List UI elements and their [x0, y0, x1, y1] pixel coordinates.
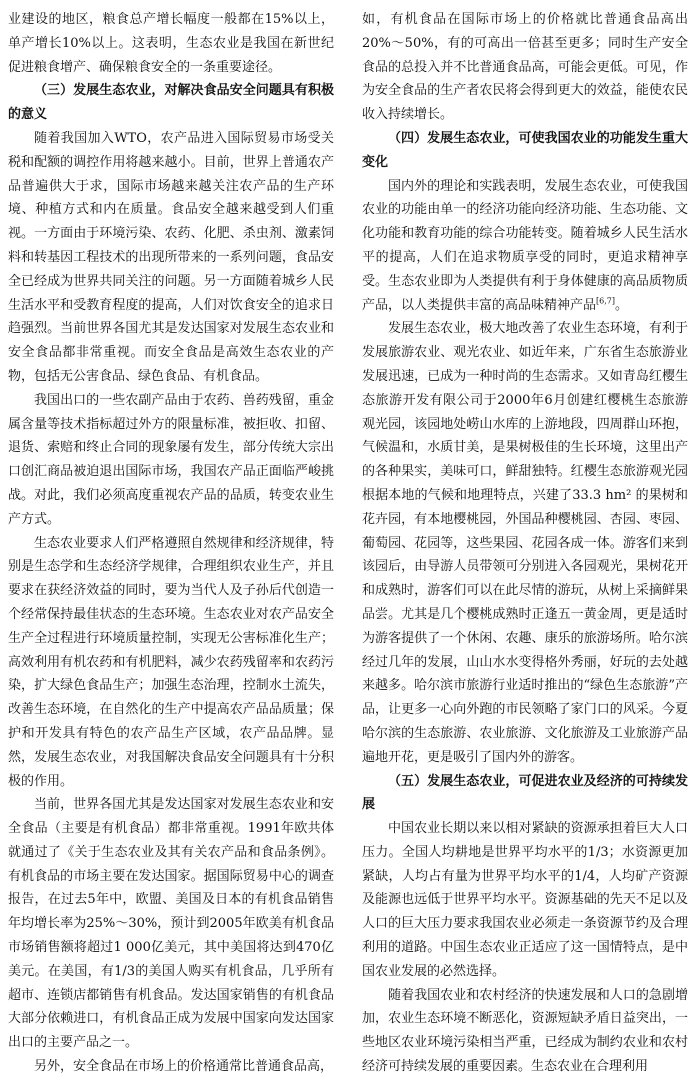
citation-reference: [6,7]	[596, 296, 615, 306]
paragraph	[362, 175, 688, 318]
paragraph: 随着我国加入WTO，农产品进入国际贸易市场受关税和配额的调控作用将越来越小。目前，世界上普通农产品普遍供大于求，国际市场越来越关注农产品的生产环境、种植方式和内在质量。食品安全越来越受到人们重视。一方面由于环境污染、农药、化肥、杀虫剂、激素饲料和转基因工程技术的出现所带来的一系列问题，食品安全已经成为世界共同关注的问题。另一方面随着城乡人民生活水平和受教育程度的提高，人们对饮食安全的追求日趋强烈。当前世界各国尤其是发达国家对发展生态农业和安全食品都非常重视。而安全食品是高效生态农业的产物，包括无公害食品、绿色食品、有机食品。	[8, 130, 334, 384]
paragraph: 我国出口的一些农副产品由于农药、兽药残留，重金属含量等技术指标超过外方的限量标准，被拒收、扣留、退货、索赔和终止合同的现象屡有发生，部分传统大宗出口创汇商品被迫退出国际市场，我国农产品正面临严峻挑战。对此，我们必须高度重视农产品的品质，转变农业生产方式。	[8, 392, 334, 527]
section-heading: （五）发展生态农业，可促进农业及经济的可持续发展	[362, 773, 688, 813]
section-heading: （三）发展生态农业，对解决食品安全问题具有积极的意义	[8, 83, 334, 123]
paragraph: 随着我国农业和农村经济的快速发展和人口的急剧增加，农业生态环境不断恶化，资源短缺矛盾日益突出，一些地区农业环境污染相当严重，已经成为制约农业和农村经济可持续发展的重要因素。生态农业在合理利用	[362, 987, 688, 1075]
paragraph: 另外，安全食品在市场上的价格通常比普通食品高，	[34, 1059, 334, 1075]
paragraph: 中国农业长期以来以相对紧缺的资源承担着巨大人口压力。全国人均耕地是世界平均水平的1/3；水资源更加紧缺，人均占有量为世界平均水平的1/4，人均矿产资源及能源也远低于世界平均水平。资源基础的先天不足以及人口的巨大压力要求我国农业必须走一条资源节约及合理利用的道路。中国生态农业正适应了这一国情特点，是中国农业发展的必然选择。	[362, 821, 688, 979]
paragraph: 如，有机食品在国际市场上的价格就比普通食品高出20%～50%，有的可高出一倍甚至更多；同时生产安全食品的总投入并不比普通食品高，可能会更低。可见，作为安全食品的生产者农民将会得到更大的效益，能使农民收入持续增长。	[362, 12, 688, 123]
left-column	[8, 8, 334, 1075]
paragraph: 发展生态农业，极大地改善了农业生态环境，有利于发展旅游农业、观光农业、如近年来，广东省生态旅游业发展迅速，已成为一种时尚的生态需求。又如青岛红樱生态旅游开发有限公司于2000年6月创建红樱桃生态旅游观光园，该园地处崂山水库的上游地段，四周群山环抱，气候温和，水质甘美，是果树极佳的生长环境，这里出产的各种果实，美味可口，鲜甜独特。红樱生态旅游观光园根据本地的气候和地理特点，兴建了33.3 hm² 的果树和花卉园，有本地樱桃园，外国品种樱桃园、杏园、枣园、葡萄园、花园等，这些果园、花园各成一体。游客们来到该园后，由导游人员带领可分别进入各园观光，果树花开和成熟时，游客们可以在此尽情的游玩，从树上采摘鲜果品尝。尤其是几个樱桃成熟时正逢五一黄金周，更是适时为游客提供了一个休闲、农趣、康乐的旅游场所。哈尔滨经过几年的发展，山山水水变得格外秀丽，好玩的去处越来越多。哈尔滨市旅游行业适时推出的“绿色生态旅游”产品，让更多一心向外跑的市民领略了家门口的风采。今夏哈尔滨的生态旅游、农业旅游、文化旅游及工业旅游产品遍地开花，更是吸引了国内外的游客。	[362, 321, 688, 765]
paragraph-end: 。	[614, 297, 628, 313]
paragraph: 当前，世界各国尤其是发达国家对发展生态农业和安全食品（主要是有机食品）都非常重视。1991年欧共体就通过了《关于生态农业及其有关农产品和食品条例》。有机食品的市场主要在发达国家。据国际贸易中心的调查报告，在过去5年中，欧盟、美国及日本的有机食品销售年均增长率为25%～30%，预计到2005年欧美有机食品市场销售额将超过1 000亿美元，其中美国将达到470亿美元。在美国，有1/3的美国人购买有机食品，几乎所有超市、连锁店都销售有机食品。发达国家销售的有机食品大部分依赖进口，有机食品正成为发展中国家向发达国家出口的主要产品之一。	[8, 797, 334, 1051]
paragraph-text: 国内外的理论和实践表明，发展生态农业，可使我国农业的功能由单一的经济功能向经济功能、生态功能、文化功能和教育功能的综合功能转变。随着城乡人民生活水平的提高，人们在追求物质享受的同时，更追求精神享受。生态农业即为人类提供有利于身体健康的高品质物质产品，以人类提供丰富的高品味精神产品	[362, 178, 688, 313]
paragraph: 生态农业要求人们严格遵照自然规律和经济规律，特别是生态学和生态经济学规律，合理组织农业生产，并且要求在获经济效益的同时，要为当代人及子孙后代创造一个经常保持最佳状态的生态环境。生态农业对农产品安全生产全过程进行环境质量控制，实现无公害标准化生产；高效利用有机农药和有机肥料，减少农药残留率和农药污染，扩大绿色食品生产；加强生态治理，控制水土流失，改善生态环境，在自然化的生产中提高农产品品质量；保护和开发具有特色的农产品生产区域，农产品品牌。显然，发展生态农业，对我国解决食品安全问题具有十分积极的作用。	[8, 535, 334, 789]
right-column	[362, 8, 688, 1075]
paragraph: 业建设的地区，粮食总产增长幅度一般都在15%以上，单产增长10%以上。这表明，生态农业是我国在新世纪促进粮食增产、确保粮食安全的一条重要途径。	[8, 12, 334, 75]
section-heading: （四）发展生态农业，可使我国农业的功能发生重大变化	[362, 130, 688, 170]
